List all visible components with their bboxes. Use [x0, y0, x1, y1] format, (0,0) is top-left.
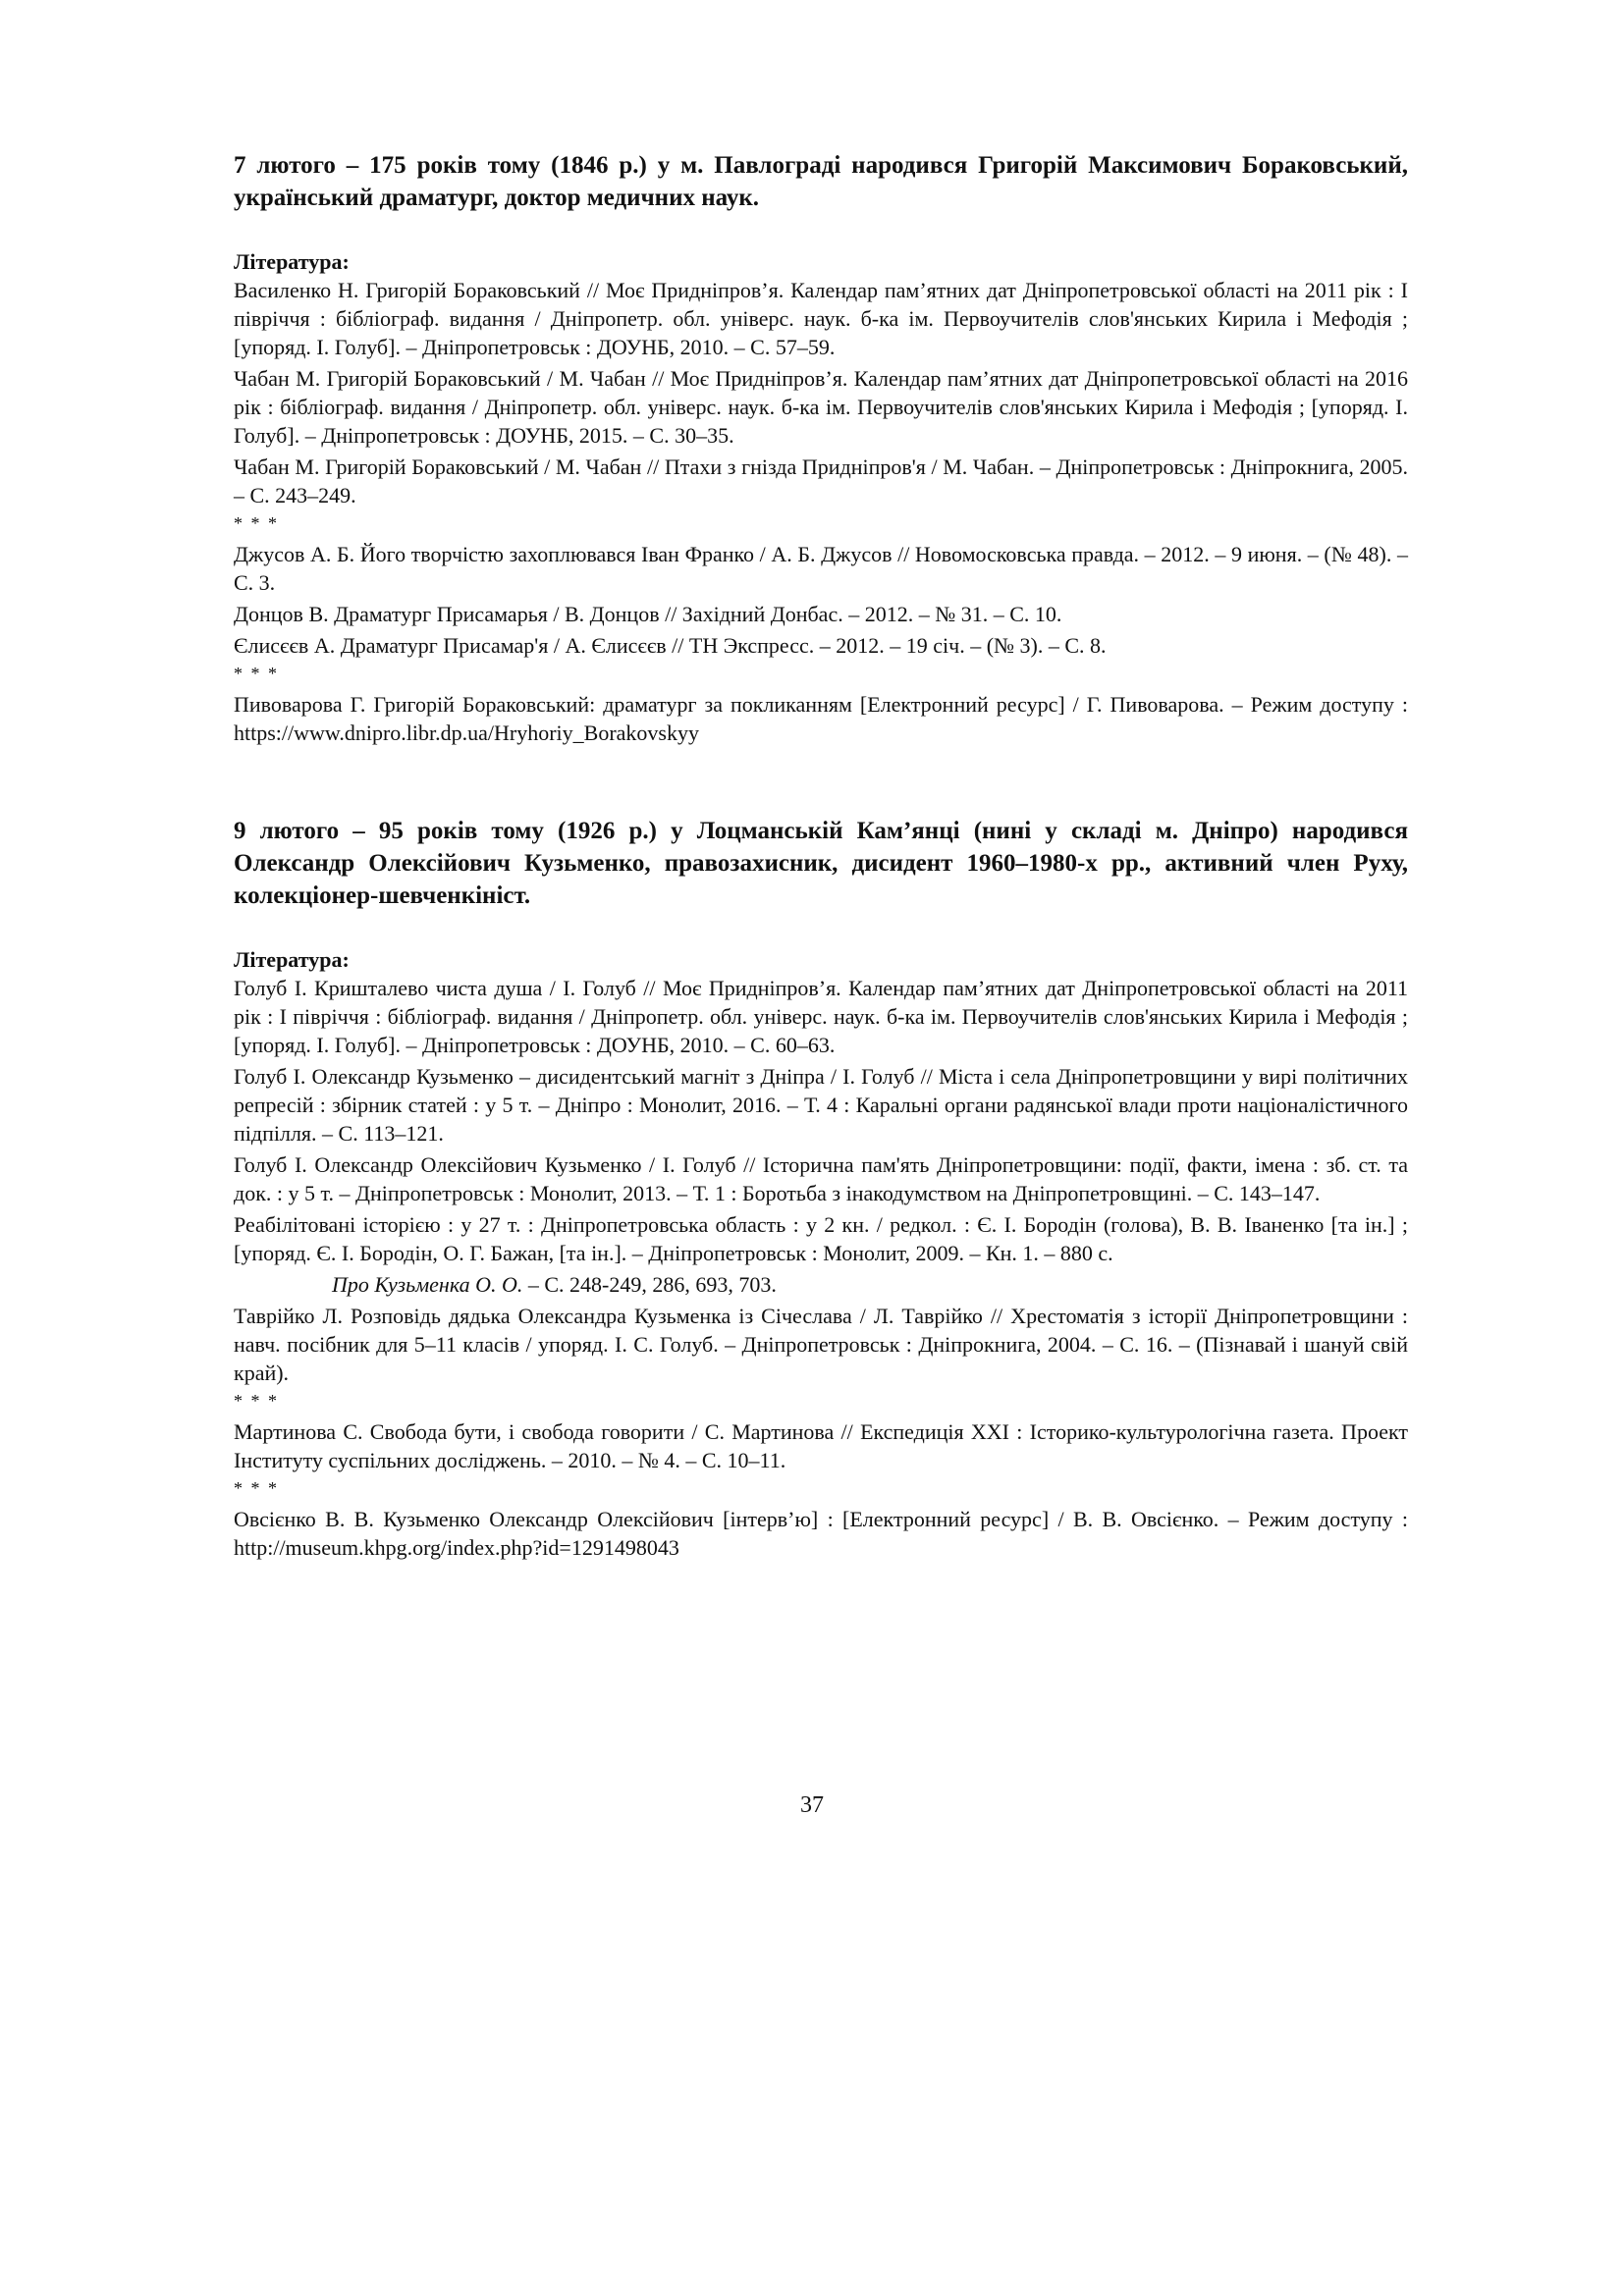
- bibliography-entry: Донцов В. Драматург Присамарья / В. Донцов // Західний Донбас. – 2012. – № 31. – С. 10.: [234, 602, 1062, 626]
- separator: * * *: [234, 664, 279, 683]
- page-number: 37: [800, 1792, 824, 1818]
- section-heading: 7 лютого – 175 років тому (1846 р.) у м. Павлограді народився Григорій Максимович Бораковський, український драматург, доктор медичних наук.: [234, 152, 1408, 211]
- separator: * * *: [234, 513, 279, 533]
- bibliography-note: [234, 1270, 1408, 1299]
- bibliography-entry: Голуб І. Олександр Кузьменко – дисидентський магніт з Дніпра / І. Голуб // Міста і села Дніпропетровщини у вирі політичних репресій : збірник статей : у 5 т. – Дніпро : Монолит, 2016. – Т. 4 : Каральні органи радянської влади проти націоналістичного підпілля. – С. 113–121.: [234, 1064, 1408, 1146]
- separator: * * *: [234, 1478, 279, 1498]
- note-subject: Про Кузьменка О. О.: [332, 1272, 523, 1297]
- section-heading: 9 лютого – 95 років тому (1926 р.) у Лоцманській Кам’янці (нині у складі м. Дніпро) народився Олександр Олексійович Кузьменко, правозахисник, дисидент 1960–1980-х рр., активний член Руху, колекціонер-шевченкініст.: [234, 818, 1408, 909]
- bibliography-entry: Овсієнко В. В. Кузьменко Олександр Олексійович [інтерв’ю] : [Електронний ресурс] / В. В. Овсієнко. – Режим доступу : http://museum.khpg.org/index.php?id=1291498043: [234, 1507, 1408, 1560]
- bibliography-entry: Пивоварова Г. Григорій Бораковський: драматург за покликанням [Електронний ресурс] / Г. Пивоварова. – Режим доступу : https://www.dnipro.libr.dp.ua/Hryhoriy_Borakovskyy: [234, 692, 1408, 745]
- bibliography-entry: Мартинова С. Свобода бути, і свобода говорити / С. Мартинова // Експедиція XXI : Історико-культурологічна газета. Проект Інституту суспільних досліджень. – 2010. – № 4. – С. 10–11.: [234, 1419, 1408, 1472]
- note-pages: – С. 248-249, 286, 693, 703.: [522, 1272, 777, 1297]
- bibliography-entry: Чабан М. Григорій Бораковський / М. Чабан // Птахи з гнізда Придніпров'я / М. Чабан. – Дніпропетровськ : Дніпрокнига, 2005. – С. 243–249.: [234, 454, 1408, 507]
- bibliography-entry: Таврійко Л. Розповідь дядька Олександра Кузьменка із Січеслава / Л. Таврійко // Хрестоматія з історії Дніпропетровщини : навч. посібник для 5–11 класів / упоряд. І. С. Голуб. – Дніпропетровськ : Дніпрокнига, 2004. – С. 16. – (Пізнавай і шануй свій край).: [234, 1304, 1408, 1385]
- literature-label: Література:: [234, 947, 350, 972]
- bibliography-entry: Голуб І. Кришталево чиста душа / І. Голуб // Моє Придніпров’я. Календар пам’ятних дат Дніпропетровської області на 2011 рік : І півріччя : бібліограф. видання / Дніпропетр. обл. універс. наук. б-ка ім. Первоучителів слов'янських Кирила і Мефодія ; [упоряд. І. Голуб]. – Дніпропетровськ : ДОУНБ, 2010. – С. 60–63.: [234, 976, 1408, 1057]
- bibliography-entry: Голуб І. Олександр Олексійович Кузьменко / І. Голуб // Історична пам'ять Дніпропетровщини: події, факти, імена : зб. ст. та док. : у 5 т. – Дніпропетровськ : Монолит, 2013. – Т. 1 : Боротьба з інакодумством на Дніпропетровщині. – С. 143–147.: [234, 1152, 1408, 1205]
- bibliography-entry: Чабан М. Григорій Бораковський / М. Чабан // Моє Придніпров’я. Календар пам’ятних дат Дніпропетровської області на 2016 рік : бібліограф. видання / Дніпропетр. обл. універс. наук. б-ка ім. Первоучителів слов'янських Кирила і Мефодія ; [упоряд. І. Голуб]. – Дніпропетровськ : ДОУНБ, 2015. – С. 30–35.: [234, 366, 1408, 448]
- bibliography-entry: Єлисєєв А. Драматург Присамар'я / А. Єлисєєв // ТН Экспресс. – 2012. – 19 січ. – (№ 3). – С. 8.: [234, 633, 1107, 658]
- separator: * * *: [234, 1391, 279, 1411]
- literature-label: Література:: [234, 249, 350, 274]
- bibliography-entry: Джусов А. Б. Його творчістю захоплювався Іван Франко / А. Б. Джусов // Новомосковська правда. – 2012. – 9 июня. – (№ 48). – С. 3.: [234, 542, 1408, 595]
- bibliography-entry: Реабілітовані історією : у 27 т. : Дніпропетровська область : у 2 кн. / редкол. : Є. І. Бородін (голова), В. В. Іваненко [та ін.] ; [упоряд. Є. І. Бородін, О. Г. Бажан, [та ін.]. – Дніпропетровськ : Монолит, 2009. – Кн. 1. – 880 с.: [234, 1212, 1408, 1265]
- page-content: [234, 149, 1408, 1565]
- bibliography-entry: Василенко Н. Григорій Бораковський // Моє Придніпров’я. Календар пам’ятних дат Дніпропетровської області на 2011 рік : І півріччя : бібліограф. видання / Дніпропетр. обл. універс. наук. б-ка ім. Первоучителів слов'янських Кирила і Мефодія ; [упоряд. І. Голуб]. – Дніпропетровськ : ДОУНБ, 2010. – С. 57–59.: [234, 278, 1408, 359]
